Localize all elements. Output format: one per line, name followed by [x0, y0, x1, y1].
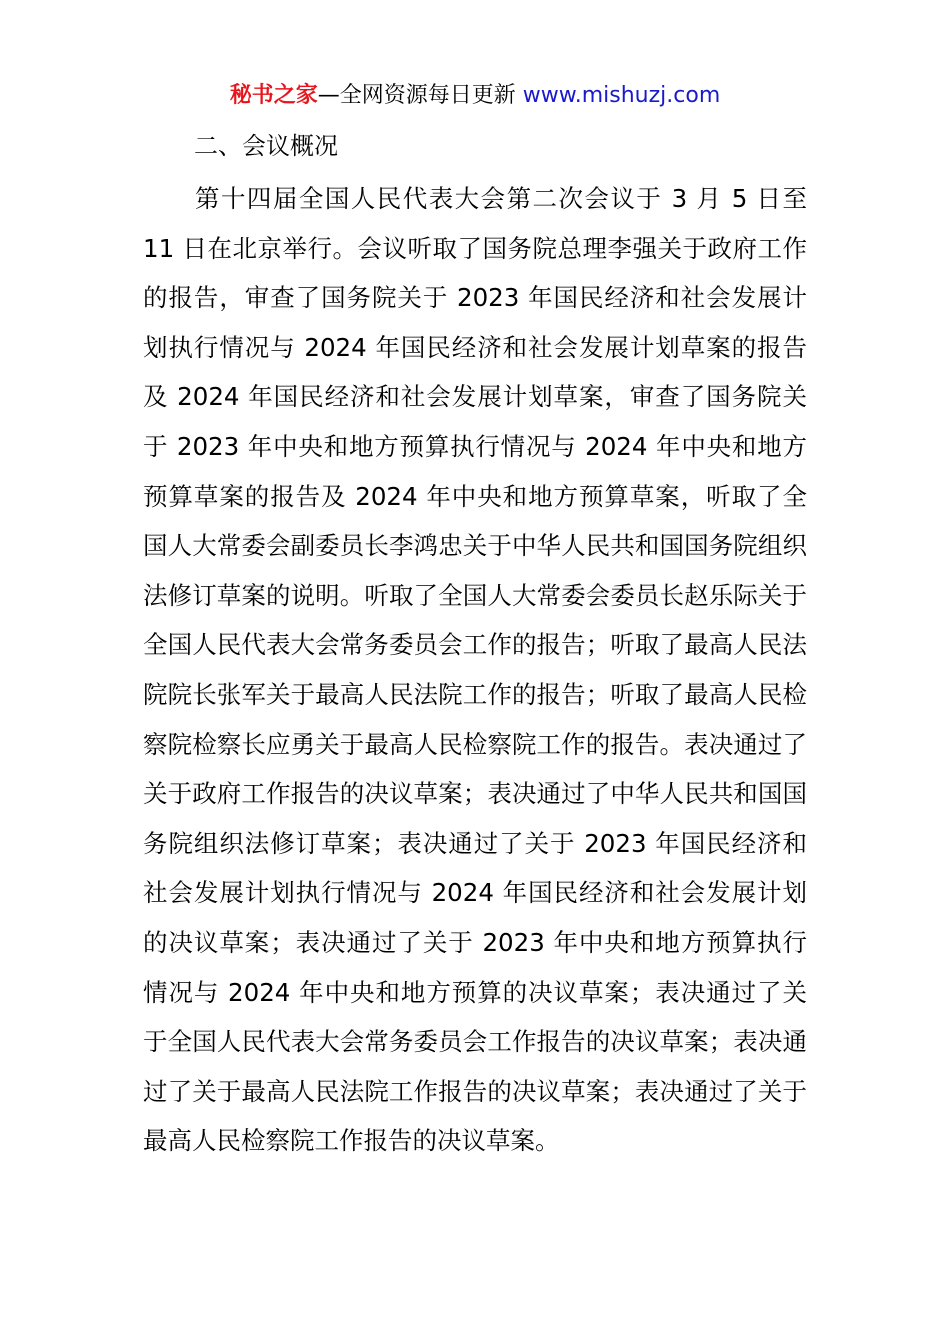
section-heading: 二、会议概况	[194, 132, 338, 160]
header-tagline: —全网资源每日更新	[317, 83, 516, 108]
brand-name: 秘书之家	[229, 83, 318, 108]
site-header	[0, 80, 950, 112]
site-url-link[interactable]: www.mishuzj.com	[522, 83, 721, 108]
body-paragraph: 第十四届全国人民代表大会第二次会议于 3 月 5 日至 11 日在北京举行。会议听取了国务院总理李强关于政府工作的报告，审查了国务院关于 2023 年国民经济和社会发展计划执行情况与 2024 年国民经济和社会发展计划草案的报告及 2024 年国民经济和社会发展计划草案，审查了国务院关于 2023 年中央和地方预算执行情况与 2024 年中央和地方预算草案的报告及 2024 年中央和地方预算草案，听取了全国人大常委会副委员长李鸿忠关于中华人民共和国国务院组织法修订草案的说明。听取了全国人大常委会委员长赵乐际关于全国人民代表大会常务委员会工作的报告；听取了最高人民法院院长张军关于最高人民法院工作的报告；听取了最高人民检察院检察长应勇关于最高人民检察院工作的报告。表决通过了关于政府工作报告的决议草案；表决通过了中华人民共和国国务院组织法修订草案；表决通过了关于 2023 年国民经济和社会发展计划执行情况与 2024 年国民经济和社会发展计划的决议草案；表决通过了关于 2023 年中央和地方预算执行情况与 2024 年中央和地方预算的决议草案；表决通过了关于全国人民代表大会常务委员会工作报告的决议草案；表决通过了关于最高人民法院工作报告的决议草案；表决通过了关于最高人民检察院工作报告的决议草案。	[143, 184, 807, 1156]
